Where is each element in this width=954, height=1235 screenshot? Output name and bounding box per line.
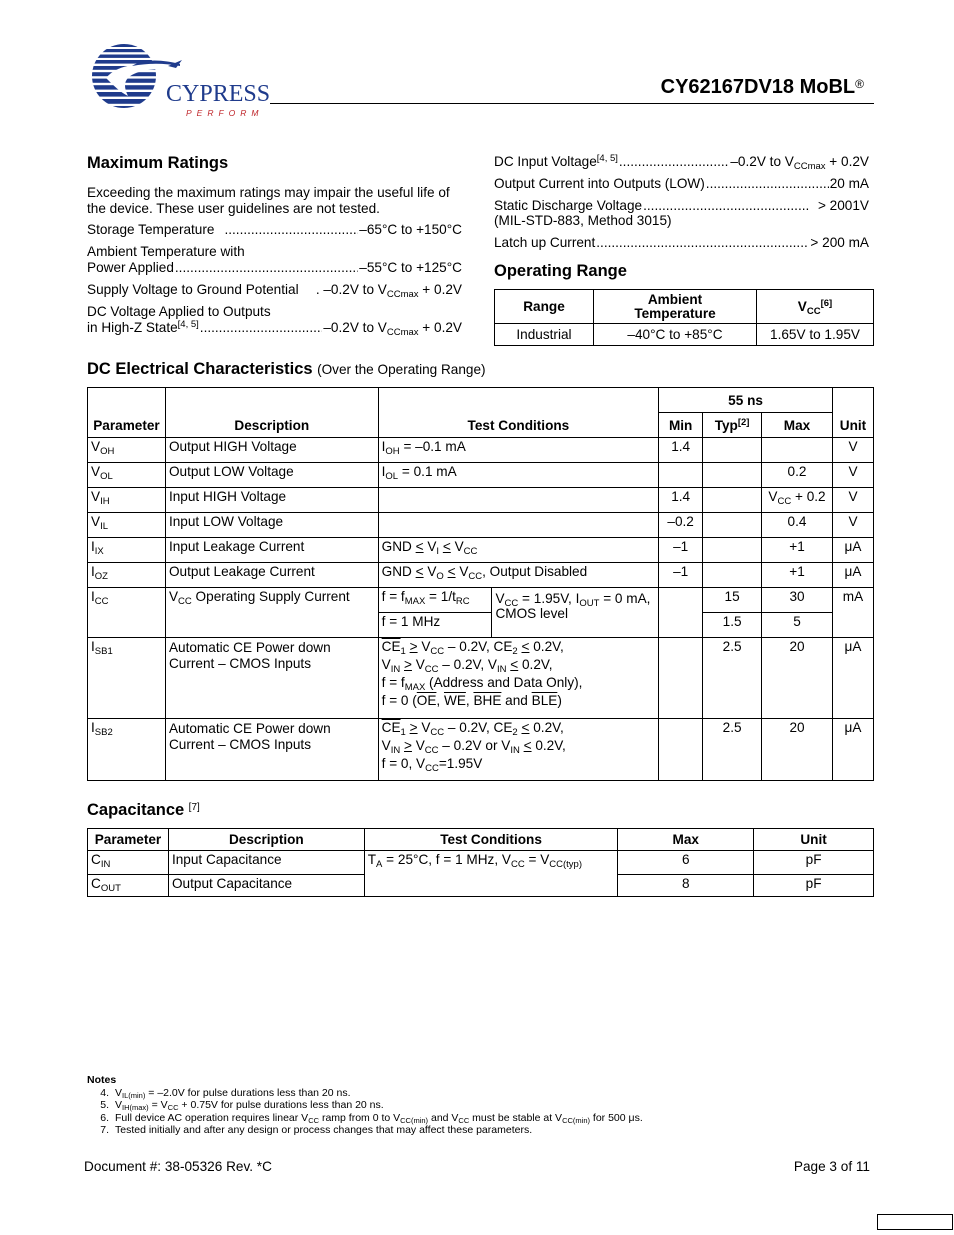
- or-vcc: 1.65V to 1.95V: [757, 324, 874, 346]
- dc-row-vol: $V_{OL}$ Output LOW Voltage $I_{OL} = 0.1$ mA 0.2 V: [88, 463, 874, 488]
- cap-row-cin: $C_{IN}$ Input Capacitance $T_A = 25^\circ C$, f = 1 MHz, $V_{CC} = V_{CC(typ)}$ 6 pF: [88, 851, 874, 875]
- or-col-temp: Ambient Temperature: [594, 290, 757, 324]
- rating-dcout-line1: DC Voltage Applied to Outputs: [87, 304, 271, 319]
- dc-row-ioz: $I_{OZ}$ Output Leakage Current GND < $V_O < V_{CC}$, Output Disabled –1 +1 μA: [88, 563, 874, 588]
- dc-row-icc: $I_{CC}$ $V_{CC}$ Operating Supply Current $f = f_{MAX} = 1/t_{RC}$ $V_{CC} = 1.95V$, $I_{OUT} = 0$ mA, CMOS level 15 30 mA: [88, 588, 874, 613]
- dc-row-icc-1mhz: f = 1 MHz 1.5 5: [88, 613, 874, 638]
- dc-col-unit: Unit: [832, 388, 873, 438]
- svg-text:PERFORM: PERFORM: [186, 108, 264, 118]
- header-rule: [270, 103, 874, 104]
- dc-col-desc: Description: [165, 388, 378, 438]
- capacitance-heading: Capacitance [7]: [87, 801, 200, 819]
- rating-supply: Supply Voltage to Ground Potential . –0.2V to $V_{CCmax} + 0.2V$: [87, 282, 462, 300]
- rating-ambient-line1: Ambient Temperature with: [87, 244, 245, 259]
- rating-out-current: Output Current into Outputs (LOW) ..... 20 mA: [494, 176, 869, 192]
- cap-col-param: Parameter: [88, 829, 169, 851]
- dc-row-vih: $V_{IH}$ Input HIGH Voltage 1.4 $V_{CC} + 0.2$ V: [88, 488, 874, 513]
- note-6: 6. Full device AC operation requires linear $V_{CC}$ ramp from 0 to $V_{CC(min)}$ and $V_{CC}$ must be stable at $V_{CC(min)}$ for 500 μs.: [100, 1111, 643, 1125]
- operating-range-heading: Operating Range: [494, 262, 627, 280]
- note-7: 7. Tested initially and after any design or process changes that may affect these parameters.: [100, 1124, 533, 1136]
- rating-esd: Static Discharge Voltage ..... > 2001V: [494, 198, 869, 214]
- rating-esd-line2: (MIL-STD-883, Method 3015): [494, 213, 672, 228]
- footer-doc-number: Document #: 38-05326 Rev. *C: [84, 1159, 272, 1174]
- dc-row-voh: $V_{OH}$ Output HIGH Voltage $I_{OH} = -0.1$ mA 1.4 V: [88, 438, 874, 463]
- rating-storage: Storage Temperature ..... –65°C to +150°C: [87, 222, 462, 238]
- dc-col-min: Min: [659, 413, 703, 438]
- or-range: Industrial: [495, 324, 594, 346]
- rating-ambient: Power Applied ..... –55°C to +125°C: [87, 260, 462, 276]
- document-title: CY62167DV18 MoBL®: [660, 76, 864, 98]
- max-ratings-intro: Exceeding the maximum ratings may impair the useful life of the device. These user guidelines are not tested.: [87, 185, 450, 216]
- cypress-logo: [84, 44, 269, 120]
- rating-dcin: DC Input Voltage[4, 5] ..... –0.2V to $V_{CCmax} + 0.2V$: [494, 154, 869, 170]
- dc-row-isb1: $I_{SB1}$ Automatic CE Power down Current – CMOS Inputs $\overline{CE}_1 > V_{CC} - 0.2V$, $CE_2 < 0.2V$, $V_{IN} > V_{CC} - 0.2V$, $V_{IN} < 0.2V$, $f = f_{MAX}$ (Address and Data Only), f = 0 ($\overline{OE}$, $\overline{WE}$, $\overline{BHE}$ and $\overline{BLE}$) 2.5 20 μA: [88, 638, 874, 719]
- cap-row-cout: $C_{OUT}$ Output Capacitance 8 pF: [88, 875, 874, 897]
- operating-range-table: [494, 289, 874, 346]
- note-5: 5. $V_{IH(max)} = V_{CC} + 0.75V$ for pulse durations less than 20 ns.: [100, 1099, 384, 1112]
- capacitance-table: [87, 828, 874, 897]
- notes: [87, 1074, 643, 1137]
- dc-col-param: Parameter: [88, 388, 166, 438]
- dc-col-test: Test Conditions: [378, 388, 659, 438]
- max-ratings-heading: Maximum Ratings: [87, 154, 229, 172]
- or-temp: –40°C to +85°C: [594, 324, 757, 346]
- note-4: 4. $V_{IL(min)} = -2.0V$ for pulse durations less than 20 ns.: [100, 1086, 351, 1100]
- dc-row-vil: $V_{IL}$ Input LOW Voltage –0.2 0.4 V: [88, 513, 874, 538]
- cap-col-unit: Unit: [754, 829, 874, 851]
- dc-col-speed: 55 ns: [659, 388, 833, 413]
- cap-col-desc: Description: [168, 829, 364, 851]
- cap-col-max: Max: [618, 829, 754, 851]
- rating-dcout: in High-Z State[4, 5] ..... –0.2V to $V_{CCmax} + 0.2V$: [87, 320, 462, 336]
- corner-box: [877, 1214, 953, 1230]
- dc-char-table: [87, 387, 874, 781]
- rating-latchup: Latch up Current ..... > 200 mA: [494, 235, 869, 251]
- svg-text:CYPRESS: CYPRESS: [166, 81, 269, 107]
- dc-row-isb2: $I_{SB2}$ Automatic CE Power down Current – CMOS Inputs $\overline{CE}_1 > V_{CC} - 0.2V$, $CE_2 < 0.2V$, $V_{IN} > V_{CC} - 0.2V$ or $V_{IN} < 0.2V$, f = 0, $V_{CC}=1.95V$ 2.5 20 μA: [88, 719, 874, 781]
- or-col-range: Range: [495, 290, 594, 324]
- dc-row-iix: $I_{IX}$ Input Leakage Current GND < $V_I < V_{CC}$ –1 +1 μA: [88, 538, 874, 563]
- dc-char-heading: DC Electrical Characteristics (Over the Operating Range): [87, 360, 486, 378]
- notes-heading: Notes: [87, 1074, 117, 1086]
- or-col-vcc: $V_{CC}[6]$: [757, 290, 874, 324]
- cap-col-test: Test Conditions: [364, 829, 618, 851]
- dc-col-typ: Typ[2]: [703, 413, 762, 438]
- footer-page-number: Page 3 of 11: [793, 1159, 870, 1174]
- cypress-globe-icon: [84, 44, 269, 120]
- dc-col-max: Max: [762, 413, 833, 438]
